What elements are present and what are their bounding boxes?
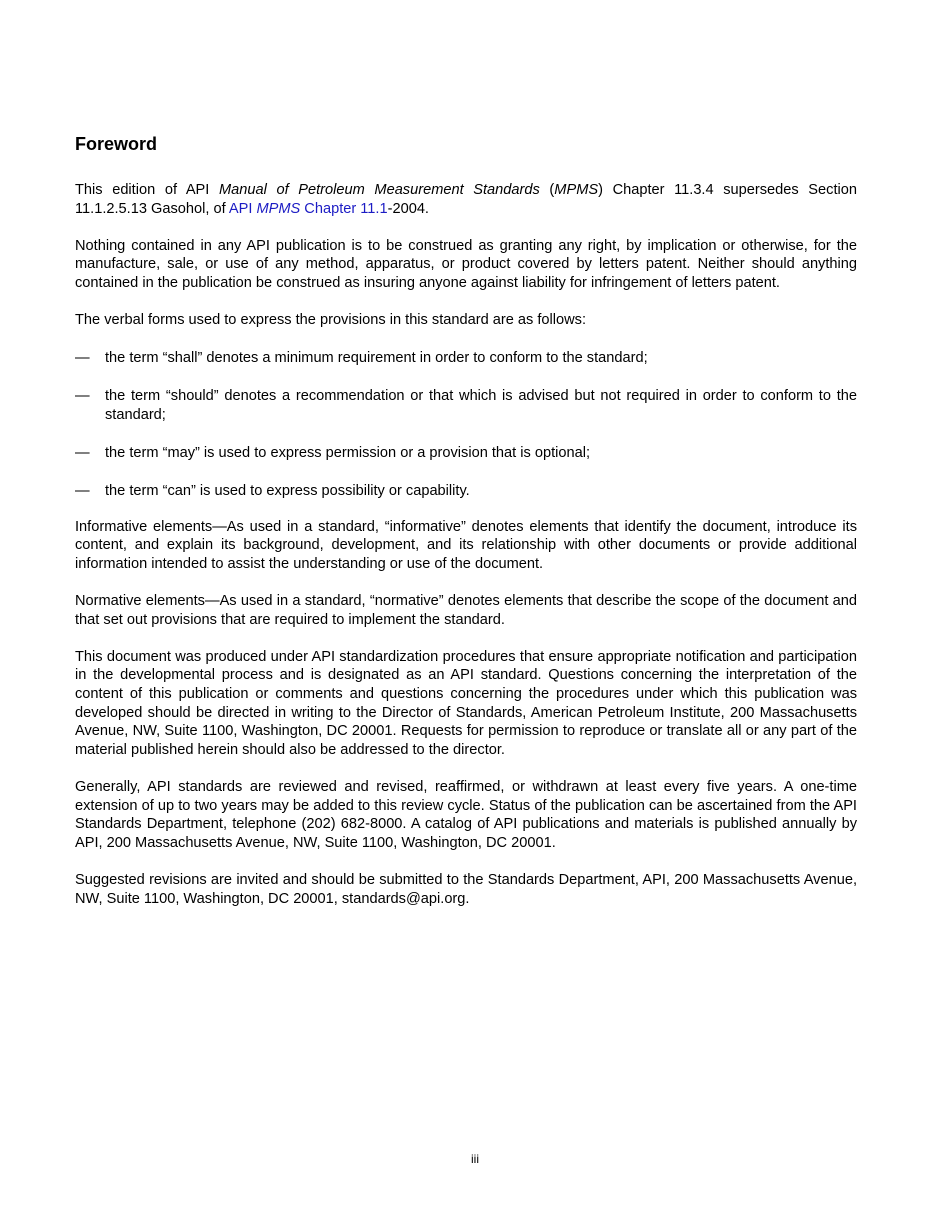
standardization-paragraph: This document was produced under API standardization procedures that ensure appropriate notification and participation in the developmental process and is designated as an API standard. Questions concerning the interpretation of the content of this publication or comments and questions concerning the procedures under which this publication was developed should be directed in writing to the Director of Standards, American Petroleum Institute, 200 Massachusetts Avenue, NW, Suite 1100, Washington, DC 20001. Requests for permission to reproduce or translate all or any part of the material published herein should also be addressed to the director.	[75, 648, 857, 758]
em-dash: —	[75, 388, 90, 405]
review-cycle-paragraph: Generally, API standards are reviewed and revised, reaffirmed, or withdrawn at least every five years. A one-time extension of up to two years may be added to this review cycle. Status of the publication can be ascertained from the API Standards Department, telephone (202) 682-8000. A catalog of API publications and materials is published annually by API, 200 Massachusetts Avenue, NW, Suite 1100, Washington, DC 20001.	[75, 779, 857, 851]
edition-text-3: ) Chapter 11.3.4 supersedes Section 11.1.2.5.13 Gasohol, of	[75, 182, 857, 217]
foreword-body	[75, 181, 857, 927]
list-item	[75, 387, 857, 424]
list-item-text: the term “shall” denotes a minimum requirement in order to conform to the standard;	[105, 350, 648, 367]
chapter-link-part-a: API	[228, 200, 257, 217]
em-dash: —	[75, 445, 90, 462]
edition-text-4: -2004.	[387, 200, 429, 217]
chapter-link-part-mpms: MPMS	[256, 200, 301, 217]
list-item-text: the term “can” is used to express possibility or capability.	[105, 483, 470, 500]
informative-elements-paragraph: Informative elements—As used in a standard, “informative” denotes elements that identify the document, introduce its content, and explain its background, development, and its relationship with other documents or provide additional information intended to assist the understanding or use of the document.	[75, 518, 857, 572]
verbal-forms-intro: The verbal forms used to express the provisions in this standard are as follows:	[75, 312, 587, 329]
list-item	[75, 349, 857, 368]
mpms-abbrev: MPMS	[554, 182, 599, 198]
manual-title: Manual of Petroleum Measurement Standards	[218, 182, 540, 198]
patent-paragraph: Nothing contained in any API publication is to be construed as granting any right, by implication or otherwise, for the manufacture, sale, or use of any method, apparatus, or product covered by letters patent. Neither should anything contained in the publication be construed as insuring anyone against liability for infringement of letters patent.	[75, 237, 857, 291]
normative-elements-paragraph: Normative elements—As used in a standard, “normative” denotes elements that describe the scope of the document and that set out provisions that are required to implement the standard.	[75, 593, 857, 628]
edition-text-2: (	[539, 182, 555, 198]
page-title: Foreword	[75, 134, 158, 154]
chapter-11-1-link[interactable]	[229, 201, 388, 217]
revisions-paragraph: Suggested revisions are invited and should be submitted to the Standards Department, API, 200 Massachusetts Avenue, NW, Suite 1100, Washington, DC 20001, standards@api.org.	[75, 872, 857, 907]
list-item	[75, 482, 857, 501]
em-dash: —	[75, 483, 90, 500]
page-number: iii	[471, 1152, 479, 1166]
list-item-text: the term “should” denotes a recommendation or that which is advised but not required in order to conform to the standard;	[105, 388, 857, 423]
list-item	[75, 444, 857, 463]
edition-paragraph	[75, 181, 857, 218]
chapter-link-part-b: Chapter 11.1	[300, 200, 388, 217]
em-dash: —	[75, 350, 90, 367]
list-item-text: the term “may” is used to express permission or a provision that is optional;	[105, 445, 591, 462]
edition-text-1: This edition of API	[75, 182, 219, 198]
